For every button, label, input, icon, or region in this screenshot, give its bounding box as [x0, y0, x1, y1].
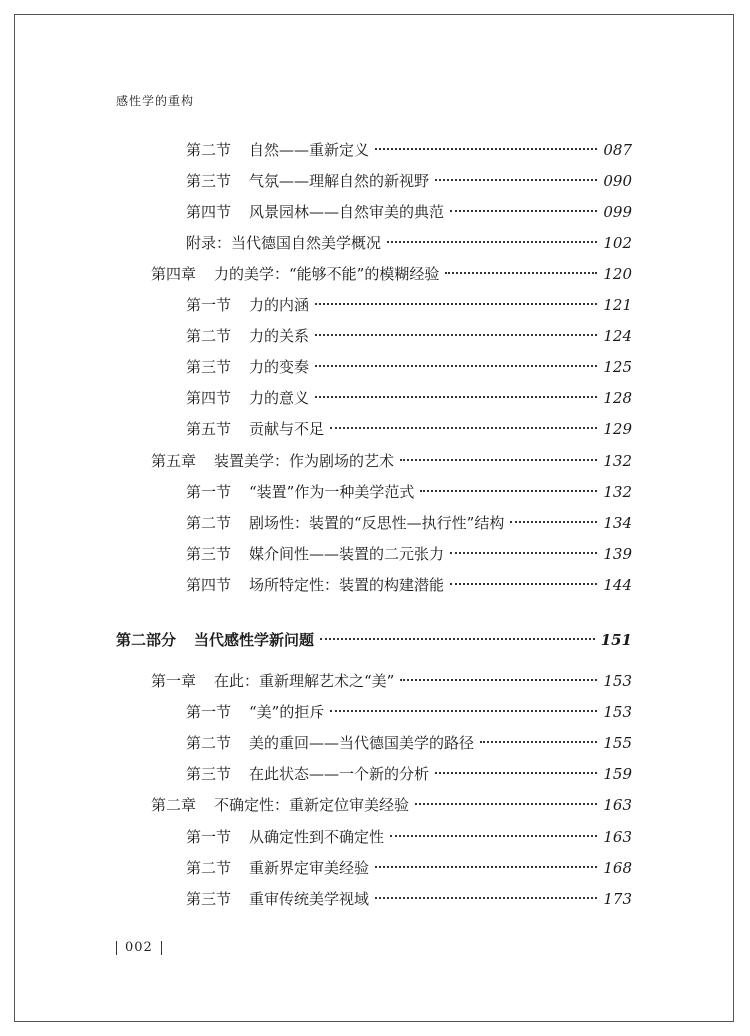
- toc-entry-title: 场所特定性：装置的构建潜能: [249, 576, 445, 594]
- toc-entry-title: 美的重回——当代德国美学的路径: [249, 734, 475, 752]
- toc-entry-number: 第四章: [151, 265, 197, 283]
- toc-entry-title: 气氛——理解自然的新视野: [249, 172, 430, 190]
- toc-entry-label: [186, 701, 324, 723]
- toc-entry-number: 第五章: [151, 452, 197, 470]
- toc-entry[interactable]: [186, 701, 632, 723]
- toc-entry-title: 从确定性到不确定性: [249, 828, 385, 846]
- toc-entry-page: 163: [603, 796, 632, 814]
- toc-entry-title: 贡献与不足: [249, 420, 325, 438]
- dot-leader: [435, 772, 597, 774]
- toc-entry-page: 132: [603, 452, 632, 470]
- toc-entry[interactable]: [186, 294, 632, 316]
- toc-entry-page: 129: [603, 420, 632, 438]
- dot-leader: [445, 272, 597, 274]
- toc-entry[interactable]: [186, 201, 632, 223]
- toc-entry-title: 媒介间性——装置的二元张力: [249, 545, 445, 563]
- toc-entry-number: 第一章: [151, 672, 197, 690]
- toc-entry-number: 第四节: [186, 389, 232, 407]
- toc-entry-number: 第一节: [186, 296, 232, 314]
- toc-entry-label: [186, 763, 429, 785]
- toc-entry-title: 重新界定审美经验: [249, 859, 370, 877]
- toc-entry-title: 风景园林——自然审美的典范: [249, 203, 445, 221]
- toc-entry-label: [186, 481, 414, 503]
- toc-entry-title: 力的关系: [249, 327, 310, 345]
- dot-leader: [387, 241, 597, 243]
- toc-entry-number: 第三节: [186, 890, 232, 908]
- toc-entry[interactable]: [186, 763, 632, 785]
- toc-entry-title: 力的意义: [249, 389, 310, 407]
- toc-entry-number: 第二节: [186, 514, 232, 532]
- folio-bar-left: [116, 941, 117, 955]
- toc-entry-number: 第三节: [186, 765, 232, 783]
- toc-entry[interactable]: [186, 732, 632, 754]
- toc-entry[interactable]: [186, 888, 632, 910]
- dot-leader: [450, 210, 597, 212]
- toc-entry-title: “装置”作为一种美学范式: [249, 483, 415, 501]
- toc-entry-label: [186, 356, 309, 378]
- toc-entry-label: [186, 857, 369, 879]
- toc-entry-title: “美”的拒斥: [249, 703, 325, 721]
- toc-entry-number: 第三节: [186, 172, 232, 190]
- toc-entry-page: 139: [603, 545, 632, 563]
- toc-entry-page: 128: [603, 389, 632, 407]
- toc-entry-page: 163: [603, 828, 632, 846]
- toc-entry-title: 剧场性：装置的“反思性—执行性”结构: [249, 514, 505, 532]
- toc-entry-title: 装置美学：作为剧场的艺术: [214, 452, 395, 470]
- toc-entry-label: [186, 512, 504, 534]
- folio-bar-right: [161, 941, 162, 955]
- toc-entry-title: 自然——重新定义: [249, 141, 370, 159]
- toc-entry-number: 第一节: [186, 483, 232, 501]
- toc-entry-title: 力的变奏: [249, 358, 310, 376]
- toc-entry-page: 159: [603, 765, 632, 783]
- toc-entry-label: [186, 325, 309, 347]
- toc-entry-label: [186, 139, 369, 161]
- toc-entry[interactable]: [151, 450, 632, 472]
- toc-entry-label: [186, 170, 429, 192]
- toc-entry-page: 151: [600, 631, 632, 649]
- toc-entry[interactable]: [186, 512, 632, 534]
- dot-leader: [435, 179, 597, 181]
- toc-entry-page: 125: [603, 358, 632, 376]
- toc-entry-label: [186, 888, 369, 910]
- dot-leader: [330, 710, 597, 712]
- toc-entry-title: 在此：重新理解艺术之“美”: [214, 672, 395, 690]
- dot-leader: [415, 803, 597, 805]
- toc-entry-label: [151, 263, 439, 285]
- toc-entry-label: [186, 826, 384, 848]
- toc-entry-page: 153: [603, 672, 632, 690]
- toc-entry-number: 第二节: [186, 327, 232, 345]
- toc-entry-label: [186, 387, 309, 409]
- toc-entry-title: 在此状态——一个新的分析: [249, 765, 430, 783]
- page-number: 002: [125, 940, 153, 955]
- toc-entry[interactable]: [186, 325, 632, 347]
- toc-entry-number: 第二节: [186, 141, 232, 159]
- toc-entry-page: 132: [603, 483, 632, 501]
- dot-leader: [330, 427, 597, 429]
- toc-entry[interactable]: [186, 826, 632, 848]
- toc-entry-label: [151, 450, 394, 472]
- toc-entry-page: 120: [603, 265, 632, 283]
- toc-entry-title: 不确定性：重新定位审美经验: [214, 796, 410, 814]
- toc-entry-number: 第二节: [186, 859, 232, 877]
- dot-leader: [375, 897, 597, 899]
- toc-entry-number: 第三节: [186, 358, 232, 376]
- toc-entry[interactable]: [116, 629, 632, 651]
- dot-leader: [375, 148, 597, 150]
- toc-entry-page: 099: [603, 203, 632, 221]
- toc-entry[interactable]: [186, 170, 632, 192]
- toc-entry-title: 附录：当代德国自然美学概况: [186, 234, 382, 252]
- dot-leader: [320, 638, 595, 640]
- toc-entry-page: 144: [603, 576, 632, 594]
- toc-entry[interactable]: [151, 670, 632, 692]
- toc-entry-label: [186, 232, 381, 254]
- toc-entry-number: 第五节: [186, 420, 232, 438]
- dot-leader: [400, 459, 597, 461]
- toc-entry[interactable]: [186, 574, 632, 596]
- toc-entry-label: [151, 670, 394, 692]
- dot-leader: [375, 866, 597, 868]
- toc-entry-page: 153: [603, 703, 632, 721]
- folio: [116, 940, 162, 955]
- toc-entry[interactable]: [186, 139, 632, 161]
- toc-entry-page: 121: [603, 296, 632, 314]
- toc-entry[interactable]: [151, 263, 632, 285]
- toc-entry-number: 第四节: [186, 576, 232, 594]
- toc-entry-number: 第二部分: [116, 631, 177, 649]
- toc-entry-label: [151, 794, 409, 816]
- toc-entry[interactable]: [151, 794, 632, 816]
- toc-entry-title: 重审传统美学视域: [249, 890, 370, 908]
- toc-entry-label: [116, 629, 314, 651]
- toc-entry-number: 第二章: [151, 796, 197, 814]
- toc-entry[interactable]: [186, 232, 632, 254]
- toc-entry[interactable]: [186, 543, 632, 565]
- toc-entry[interactable]: [186, 481, 632, 503]
- toc-entry-number: 第一节: [186, 703, 232, 721]
- toc-entry-title: 力的内涵: [249, 296, 310, 314]
- dot-leader: [450, 552, 597, 554]
- toc-entry-page: 102: [603, 234, 632, 252]
- dot-leader: [400, 679, 597, 681]
- toc-entry-page: 134: [603, 514, 632, 532]
- dot-leader: [510, 521, 597, 523]
- toc-entry-page: 124: [603, 327, 632, 345]
- toc-entry-page: 090: [603, 172, 632, 190]
- toc-entry[interactable]: [186, 356, 632, 378]
- dot-leader: [390, 835, 597, 837]
- dot-leader: [315, 396, 597, 398]
- toc-entry-label: [186, 543, 444, 565]
- toc-entry-label: [186, 294, 309, 316]
- toc-entry[interactable]: [186, 387, 632, 409]
- toc-entry-page: 155: [603, 734, 632, 752]
- toc-entry-page: 168: [603, 859, 632, 877]
- toc-entry[interactable]: [186, 418, 632, 440]
- dot-leader: [450, 583, 597, 585]
- dot-leader: [315, 303, 597, 305]
- toc-entry-title: 力的美学：“能够不能”的模糊经验: [214, 265, 440, 283]
- toc-entry-label: [186, 201, 444, 223]
- toc-entry-number: 第一节: [186, 828, 232, 846]
- toc-entry-title: 当代感性学新问题: [194, 631, 315, 649]
- running-title: 感性学的重构: [116, 94, 195, 108]
- toc-entry-number: 第三节: [186, 545, 232, 563]
- toc-entry-page: 087: [603, 141, 632, 159]
- toc-entry-number: 第四节: [186, 203, 232, 221]
- toc-entry[interactable]: [186, 857, 632, 879]
- toc-entry-label: [186, 574, 444, 596]
- toc-entry-label: [186, 732, 474, 754]
- toc-entry-label: [186, 418, 324, 440]
- dot-leader: [480, 741, 597, 743]
- dot-leader: [420, 490, 597, 492]
- dot-leader: [315, 334, 597, 336]
- toc-entry-page: 173: [603, 890, 632, 908]
- dot-leader: [315, 365, 597, 367]
- toc-entry-number: 第二节: [186, 734, 232, 752]
